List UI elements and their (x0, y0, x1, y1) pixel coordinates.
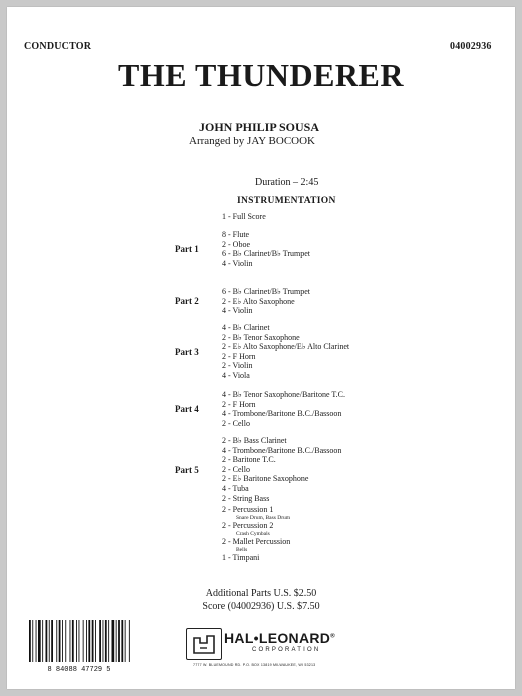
barcode-bar (116, 620, 117, 662)
additional-parts-price: Additional Parts U.S. $2.50 (205, 588, 317, 599)
part-label: Part 1 (175, 244, 199, 254)
barcode-bar (36, 620, 37, 662)
barcode-bar (59, 620, 61, 662)
part-label: Part 4 (175, 404, 199, 414)
part-label: Part 3 (175, 347, 199, 357)
barcode-bar (42, 620, 43, 662)
instrument-line: 4 - Violin (222, 306, 253, 316)
barcode-bar (121, 620, 123, 662)
barcode-bar (29, 620, 31, 662)
barcode-bar (62, 620, 63, 662)
score-cover-page (7, 7, 515, 689)
barcode-digits: 8 84088 47729 5 (47, 666, 111, 673)
instrument-line: 2 - E♭ Alto Saxophone/E♭ Alto Clarinet (222, 342, 350, 352)
instrument-line: 2 - F Horn (222, 399, 256, 409)
instrument-line: 6 - B♭ Clarinet/B♭ Trumpet (222, 287, 310, 296)
duration: Duration – 2:45 (255, 177, 319, 188)
hal-leonard-emblem-icon (186, 628, 222, 660)
score-price: Score (04002936) U.S. $7.50 (202, 601, 320, 612)
instrument-line: 4 - Violin (222, 258, 253, 268)
barcode-bar (125, 620, 126, 662)
part-label: Part 2 (175, 296, 199, 306)
instrument-line: 2 - Violin (222, 361, 253, 371)
barcode-bar (49, 620, 50, 662)
percussion-line: 2 - Mallet Percussion (222, 537, 291, 547)
barcode-bar (32, 620, 33, 662)
composer: JOHN PHILIP SOUSA (199, 120, 320, 134)
publisher-address: 7777 W. BLUEMOUND RD. P.O. BOX 13819 MILWAUKEE, WI 53213 (193, 663, 316, 667)
instrument-line: 2 - Cello (222, 464, 250, 474)
part-label: Part 5 (175, 465, 199, 475)
barcode-bar (51, 620, 53, 662)
barcode-bar (99, 620, 101, 662)
instrument-line: 2 - E♭ Baritone Saxophone (222, 474, 309, 484)
instrument-line: 2 - Cello (222, 418, 250, 428)
barcode-bar (72, 620, 74, 662)
percussion-line: 2 - Percussion 1 (222, 505, 274, 514)
conductor-label: CONDUCTOR (24, 41, 92, 52)
barcode-bar (129, 620, 130, 662)
publisher-corporation: CORPORATION (252, 647, 321, 653)
barcode-bar (65, 620, 66, 662)
instrument-line: 2 - E♭ Alto Saxophone (222, 296, 295, 306)
instrument-line: 2 - B♭ Tenor Saxophone (222, 332, 300, 342)
barcode-bar (108, 620, 109, 662)
barcode-bar (105, 620, 107, 662)
barcode-bar (83, 620, 84, 662)
barcode-bar (56, 620, 57, 662)
instrument-line: 4 - Tuba (222, 484, 249, 493)
barcode-bar (76, 620, 77, 662)
hal-leonard-logo (186, 628, 336, 662)
instrument-line: 2 - Baritone T.C. (222, 455, 276, 465)
percussion-subline: Crash Cymbals (236, 530, 270, 537)
barcode-bar (112, 620, 115, 662)
barcode-bar (103, 620, 104, 662)
percussion-line: 2 - Percussion 2 (222, 521, 274, 531)
barcode-bar (118, 620, 120, 662)
percussion-line: 1 - Timpani (222, 553, 260, 563)
percussion-subline: Snare Drum, Bass Drum (236, 514, 291, 521)
instrumentation-heading: INSTRUMENTATION (237, 196, 336, 206)
instrument-line: 2 - F Horn (222, 351, 256, 361)
barcode-bar (70, 620, 71, 662)
barcode-bar (95, 620, 96, 662)
instrument-line: 2 - Oboe (222, 239, 250, 249)
barcode-bar (46, 620, 48, 662)
publisher-name: HAL•LEONARD® (224, 630, 335, 646)
instrument-line: 4 - Viola (222, 371, 250, 380)
instrument-line: 4 - B♭ Tenor Saxophone/Baritone T.C. (222, 390, 345, 399)
barcode-bar (86, 620, 87, 662)
arranger: Arranged by JAY BOCOOK (189, 135, 315, 147)
barcode-bars (29, 620, 130, 662)
catalog-number: 04002936 (450, 41, 492, 52)
full-score-line: 1 - Full Score (222, 212, 266, 221)
barcode-bar (38, 620, 41, 662)
instrument-line: 4 - Trombone/Baritone B.C./Bassoon (222, 409, 342, 419)
instrument-line: 4 - B♭ Clarinet (222, 323, 270, 332)
barcode-bar (92, 620, 94, 662)
page-title: THE THUNDERER (118, 57, 404, 93)
instrument-line: 2 - B♭ Bass Clarinet (222, 436, 287, 445)
percussion-subline: Bells (236, 546, 248, 553)
barcode-bar (88, 620, 90, 662)
instrument-line: 2 - String Bass (222, 493, 270, 503)
barcode (23, 618, 136, 673)
instrument-line: 8 - Flute (222, 230, 250, 239)
instrument-line: 6 - B♭ Clarinet/B♭ Trumpet (222, 249, 310, 259)
barcode-bar (79, 620, 80, 662)
instrument-line: 4 - Trombone/Baritone B.C./Bassoon (222, 445, 342, 455)
